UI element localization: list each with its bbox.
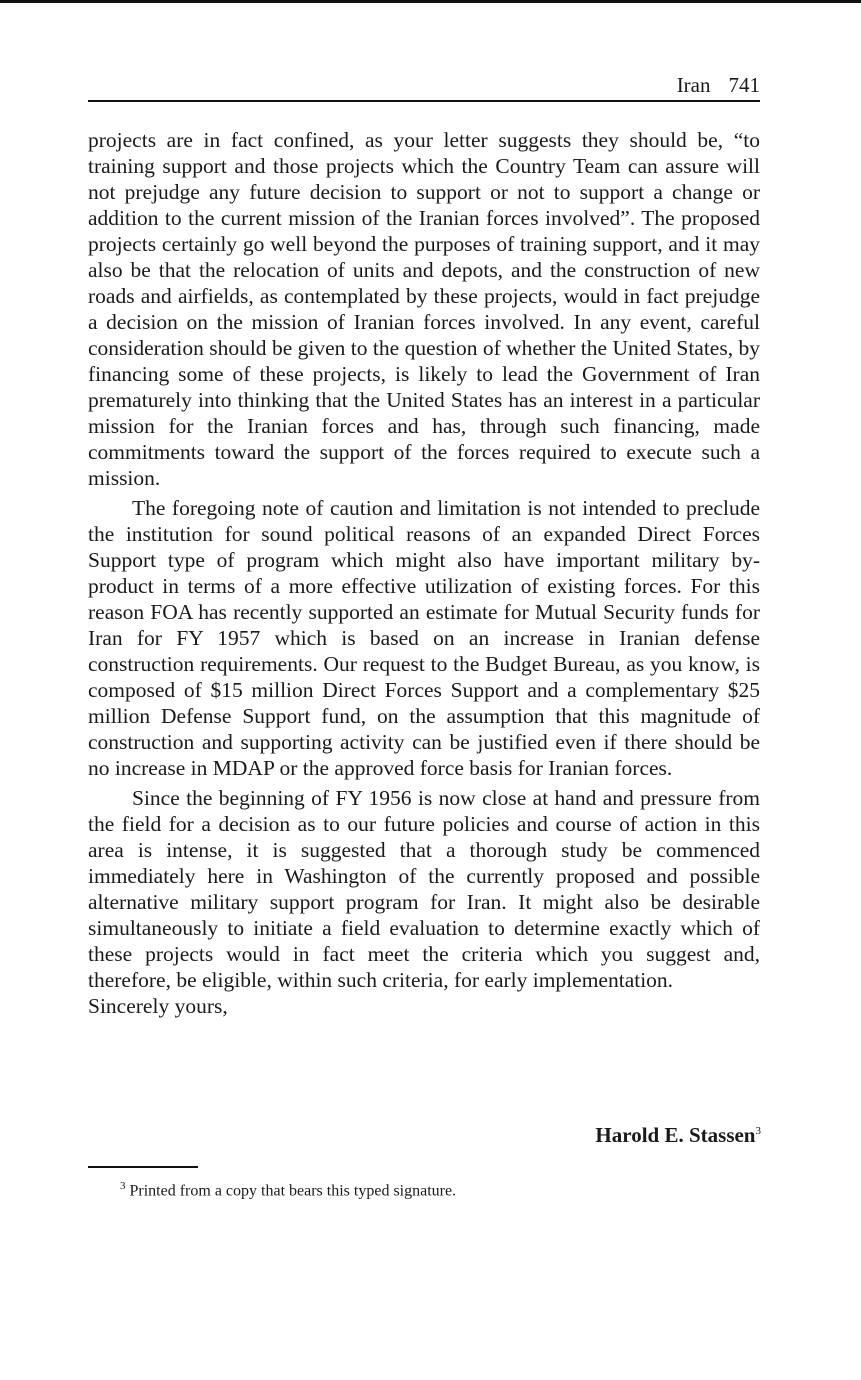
running-head — [88, 70, 760, 102]
footnote-marker: 3 — [120, 1180, 126, 1192]
closing-salutation: Sincerely yours, — [88, 994, 228, 1018]
footnote — [120, 1175, 456, 1202]
signature-footnote-marker: 3 — [755, 1125, 761, 1137]
signature-name: Harold E. Stassen — [595, 1123, 756, 1147]
signature-block — [595, 1117, 761, 1149]
footnote-divider — [88, 1166, 198, 1168]
page-number: 741 — [728, 73, 760, 97]
running-title: Iran — [676, 73, 711, 97]
paragraph-2: The foregoing note of caution and limitation is not intended to preclude the institution for sound political reasons of an expanded Direct Forces Support type of program which might also have important military by-product in terms of a more effective utilization of existing forces. For this reason FOA has recently supported an estimate for Mutual Security funds for Iran for FY 1957 which is based on an increase in Iranian defense construction requirements. Our request to the Budget Bureau, as you know, is composed of $15 million Direct Forces Support and a complementary $25 million Defense Support fund, on the assumption that this magnitude of construction and supporting activity can be justified even if there should be no increase in MDAP or the approved force basis for Iranian forces. — [88, 496, 760, 780]
paragraph-1: projects are in fact confined, as your letter suggests they should be, “to training support and those projects which the Country Team can assure will not prejudge any future decision to support or not to support a change or addition to the current mission of the Iranian forces involved”. The proposed projects certainly go well beyond the purposes of training support, and it may also be that the relocation of units and depots, and the construction of new roads and airfields, as contemplated by these projects, would in fact prejudge a decision on the mission of Iranian forces involved. In any event, careful consideration should be given to the question of whether the United States, by financing some of these projects, is likely to lead the Government of Iran prematurely into thinking that the United States has an interest in a particular mission for the Iranian forces and has, through such financing, made commitments toward the support of the forces required to execute such a mission. — [88, 128, 760, 490]
top-edge-rule — [0, 0, 861, 3]
body-text — [88, 127, 760, 1019]
paragraph-3: Since the beginning of FY 1956 is now close at hand and pressure from the field for a decision as to our future policies and course of action in this area is intense, it is suggested that a thorough study be commenced immediately here in Washington of the currently proposed and possible alternative military support program for Iran. It might also be desirable simultaneously to initiate a field evaluation to determine exactly which of these projects would in fact meet the criteria which you suggest and, therefore, be eligible, within such criteria, for early implementation. — [88, 786, 760, 992]
footnote-text: Printed from a copy that bears this typed signature. — [129, 1182, 457, 1200]
